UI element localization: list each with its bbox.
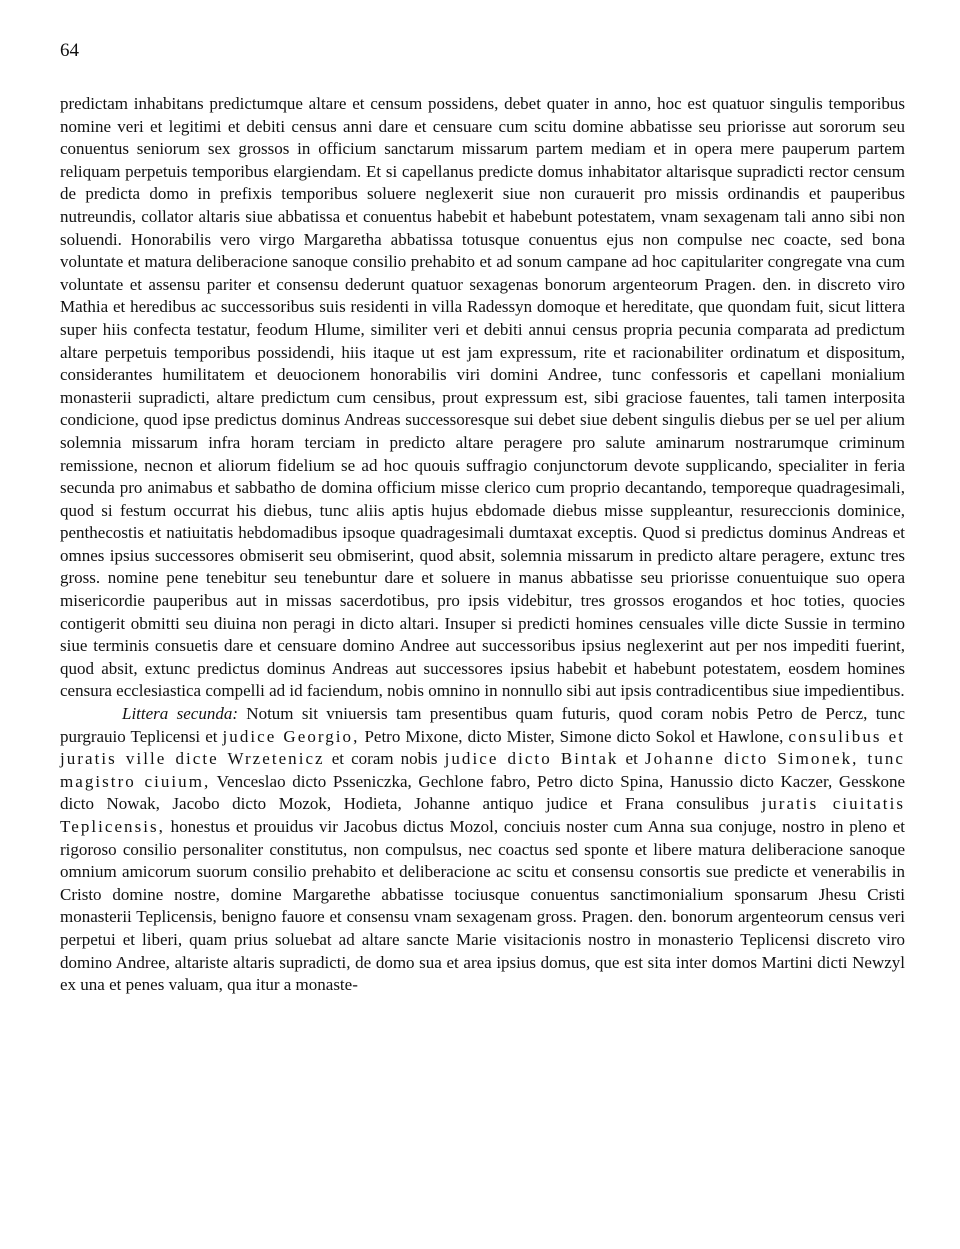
paragraph-1: predictam inhabitans predictumque altare et censum possidens, debet quater in anno, hoc est quatuor singulis temporibus nomine veri et legitimi et debiti census anni dare et censuare cum scitu domine abbatisse seu priorisse aut sororum seu conuentus seniorum sex grossos in officium sanctarum missarum partem mediam et in opera mere pauperum partem reliquam perpetuis temporibus elargiendam. Et si capellanus predicte domus inhabitator altarisque supradicti rector censum de predicta domo in prefixis temporibus soluere neglexerit siue non curauerit pro missis ordinandis et pauperibus nutreundis, collator altaris siue abbatissa et conuentus habebit et habebunt potestatem, vnam sexagenam tali anno sibi non soluendi. Honorabilis vero virgo Margaretha abbatissa totusque conuentus ejus non compulse nec coacte, sed bona voluntate et matura deliberacione sanoque consilio prehabito et ad sonum campane ad hoc capitulariter congregate vna cum voluntate et assensu pariter et consensu dederunt quatuor sexagenas bonorum argenteorum Pragen. den. in discreto viro Mathia et heredibus ac successoribus suis residenti in villa Radessyn domoque et hereditate, que quondam fuit, sicut littera super hiis confecta testatur, feodum Hlume, similiter veri et debiti annui census propria pecunia comparata ad predictum altare perpetuis temporibus possidendi, hiis itaque ut est jam expressum, rite et racionabiliter ordinatum et dispositum, considerantes humilitatem et deuocionem honorabilis viri domini Andree, tunc confessoris et capellani monialium monasterii supradicti, altare predictum cum censibus, prout expressum est, sibi graciose fauentes, tali tamen interposita condicione, quod ipse predictus dominus Andreas successoresque sui debet siue debent singulis diebus per se uel per alium solemnia missarum infra horam terciam in predicto altare peragere pro salute aminarum nostrarumque criminum remissione, necnon et aliorum fidelium se ad hoc quouis suffragio conjunctorum devote supplicando, specialiter in feria secunda pro animabus et sabbatho de domina officium misse clerico cum proprio decantando, temporeque quadragesimali, quod si festum occurrat his diebus, tunc aliis aptis hujus ebdomade diebus misse suppleantur, resureccionis dominice, penthecostis et natiuitatis hebdomadibus ipsoque quadragesimali dumtaxat exceptis. Quod si predictus dominus Andreas et omnes ipsius successores obmiserit seu obmiserint, quod absit, solemnia missarum in predicto altare peragere, extunc tres gross. nomine pene tenebitur seu tenebuntur dare et soluere in manus abbatisse seu priorisse conuentuique suo opera misericordie pauperibus aut in missas sacerdotibus, pro ipsis videbitur, tres grossos erogandos et hoc toties, quocies contigerit obmitti seu diuina non peragi in dicto altari. Insuper si predicti homines censuales ville dicte Sussie in termino siue terminis consuetis dare et censuare domino Andree aut successoribus ipsius neglexerint aut per nos impediti fuerint, quod absit, extunc predictus dominus Andreas aut successores ipsius habebit et habebunt potestatem, eosdem homines censura ecclesiastica compelli ad id faciendum, nobis omnino in nonnullo sibi aut ipsis contradicentibus siue impedientibus. bbox=[60, 94, 905, 701]
document-body bbox=[60, 93, 905, 997]
spaced-text-segment: judice dicto Bintak bbox=[444, 749, 619, 769]
text-segment: Petro Mixone, dicto Mister, Simone dicto Sokol et Hawlone, bbox=[359, 726, 789, 746]
spaced-text-segment: judice Georgio, bbox=[222, 726, 360, 746]
spaced-text-segment: consulibus et juratis ville dicte Wrzetenicz bbox=[60, 726, 905, 769]
text-segment: Venceslao dicto Psseniczka, Gechlone fabro, Petro dicto Spina, Hanussio dicto Kaczer, Gesskone dicto Nowak, Jacobo dicto Mozok, Hodieta, Johanne antiquo judice et Frana consulibus bbox=[60, 771, 905, 814]
spaced-text-segment: Johanne dicto Simonek, tunc magistro ciuium, bbox=[60, 749, 905, 791]
text-segment: et coram nobis bbox=[324, 749, 445, 769]
text-segment: honestus et prouidus vir Jacobus dictus Mozol, conciuis noster cum Anna sua conjuge, nostro in pleno et rigoroso consilio personaliter constitutus, non compulsus, nec coactus sed sponte et libere matura deliberacione sanoque omnium amicorum suorum consilio prehabito et deliberacione ac scitu et consensu consortis sue predicte et venerabilis in Cristo domine nostre, domine Margarethe abbatisse tociusque conuentus sanctimonialium sponsarum Jhesu Cristi monasterii Teplicensis, benigno fauore et consensu vnam sexagenam gross. Pragen. den. bonorum argenteorum census veri perpetui et liberi, quam prius soluebat ad altare sancte Marie visitacionis nostro in monasterio Teplicensi discreto viro domino Andree, altariste altaris supradicti, de domo sua et area ipsius domus, que est sita inter domos Martini dicti Newzyl ex una et penes valuam, qua itur a monaste- bbox=[60, 817, 905, 995]
paragraph-2 bbox=[60, 703, 905, 997]
text-segment: Notum sit vniuersis tam presentibus quam futuris, quod coram nobis Petro de Percz, tunc purgrauio Teplicensi et bbox=[60, 704, 905, 746]
paragraph-lead-title: Littera secunda: bbox=[122, 704, 238, 724]
page-number: 64 bbox=[60, 40, 79, 61]
text-segment: et bbox=[618, 749, 645, 769]
spaced-text-segment: juratis ciuitatis Teplicensis, bbox=[60, 794, 905, 836]
